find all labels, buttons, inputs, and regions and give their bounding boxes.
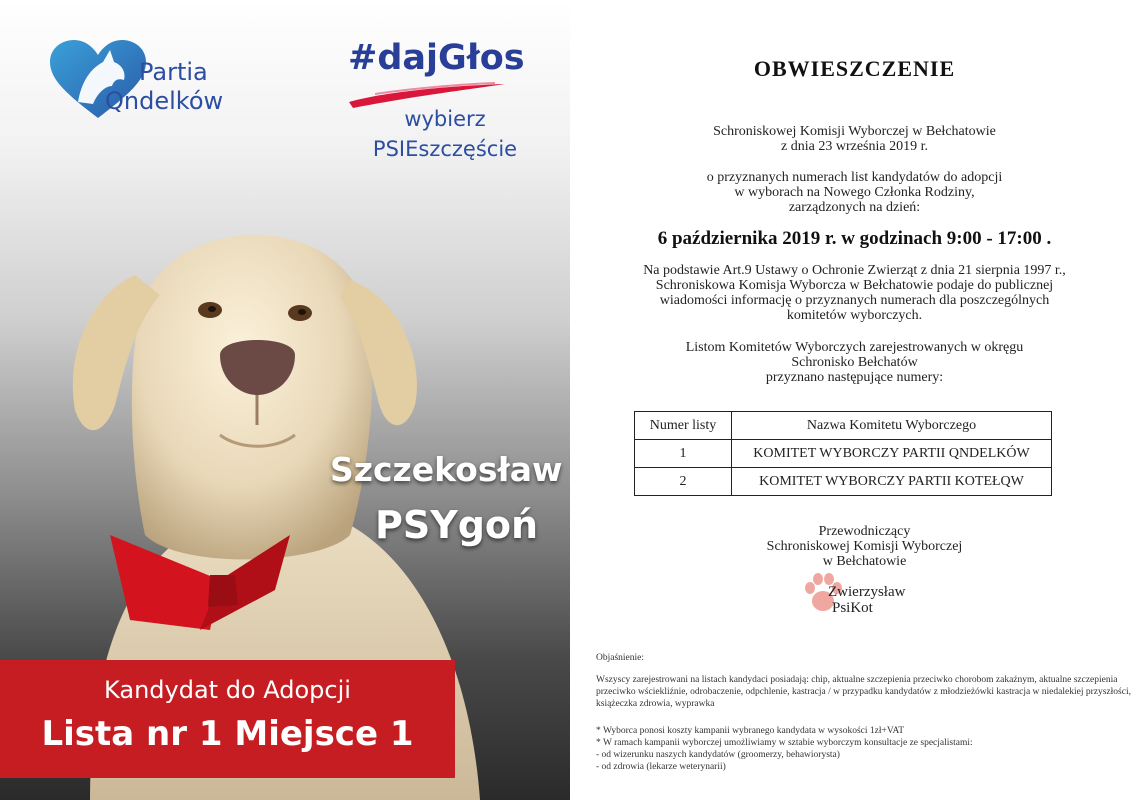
signature-last-name: PsiKot <box>832 600 873 616</box>
legal-line: Schroniskowa Komisja Wyborcza w Bełchatowie podaje do publicznej <box>655 278 1054 293</box>
hashtag: #dajGłos <box>348 38 525 78</box>
committee-name: KOMITET WYBORCZY PARTII QNDELKÓW <box>732 440 1052 468</box>
chairman-block <box>580 524 1139 569</box>
slogan <box>360 104 530 164</box>
chair-line: Przewodniczący <box>818 524 911 539</box>
candidate-first-name: Szczekosław <box>330 450 563 489</box>
banner-subtitle: Kandydat do Adopcji <box>104 676 351 704</box>
notes-list <box>596 725 1136 773</box>
slogan-line1: wybierz <box>404 107 486 131</box>
subject-line: o przyznanych numerach list kandydatów do adopcji <box>706 170 1003 185</box>
party-name-line2: Qndelków <box>105 87 224 115</box>
notice-issuer <box>570 124 1139 154</box>
legal-line: Na podstawie Art.9 Ustawy o Ochronie Zwierząt z dnia 21 sierpnia 1997 r., <box>643 263 1066 278</box>
note-item: * W ramach kampanii wyborczej umożliwiamy w sztabie wyborczym konsultacje ze specjalistami: <box>596 738 973 748</box>
banner-title: Lista nr 1 Miejsce 1 <box>41 714 414 754</box>
legal-line: wiadomości informację o przyznanych numerach dla poszczególnych <box>659 293 1050 308</box>
note-item: - od zdrowia (lekarze weterynarii) <box>596 762 726 772</box>
column-header: Nazwa Komitetu Wyborczego <box>732 412 1052 440</box>
committees-intro <box>570 340 1139 385</box>
legal-line: komitetów wyborczych. <box>786 308 923 323</box>
signature-first-name: Zwierzysław <box>828 584 906 600</box>
list-number: 2 <box>635 468 732 496</box>
slogan-line2: PSIEszczęście <box>372 137 518 161</box>
table-row <box>635 440 1052 468</box>
note-item: - od wizerunku naszych kandydatów (groomerzy, behawiorysta) <box>596 750 840 760</box>
intro-line: Listom Komitetów Wyborczych zarejestrowanych w okręgu <box>685 340 1024 355</box>
notes-heading: Objaśnienie: <box>596 653 645 663</box>
intro-line: Schronisko Bełchatów <box>791 355 918 370</box>
election-date: 6 października 2019 r. w godzinach 9:00 - 17:00 . <box>657 228 1052 249</box>
note-item: * Wyborca ponosi koszty kampanii wybranego kandydata w wysokości 1zł+VAT <box>596 726 905 736</box>
legal-basis <box>570 263 1139 323</box>
chair-line: Schroniskowej Komisji Wyborczej <box>766 539 963 554</box>
list-number: 1 <box>635 440 732 468</box>
column-header: Numer listy <box>635 412 732 440</box>
election-notice <box>570 0 1139 800</box>
chair-line: w Bełchatowie <box>822 554 907 569</box>
table-row <box>635 468 1052 496</box>
issuer-date: z dnia 23 września 2019 r. <box>781 139 928 154</box>
committee-list-table <box>634 411 1052 496</box>
subject-line: zarządzonych na dzień: <box>788 200 921 215</box>
party-name-line1: Partia <box>139 58 208 86</box>
committee-name: KOMITET WYBORCZY PARTII KOTEŁQW <box>732 468 1052 496</box>
table-header-row <box>635 412 1052 440</box>
intro-line: przyznano następujące numery: <box>765 370 944 385</box>
notice-title: OBWIESZCZENIE <box>753 56 956 81</box>
candidate-last-name: PSYgoń <box>375 503 539 547</box>
subject-line: w wyborach na Nowego Członka Rodziny, <box>734 185 975 200</box>
issuer-line: Schroniskowej Komisji Wyborczej w Bełchatowie <box>713 124 996 139</box>
notice-subject <box>570 170 1139 215</box>
party-name <box>105 58 223 116</box>
notes-paragraph: Wszyscy zarejestrowani na listach kandydaci posiadają: chip, aktualne szczepienia przeciwko chorobom zakaźnym, aktualne szczepienia przeciwko wściekliźnie, odrobaczenie, odpchlenie, kastracja / w przypadku kandydatów z młodzieżówki kastracja w niedalekiej przyszłości, książeczka zdrowia, wyprawka <box>596 675 1131 709</box>
